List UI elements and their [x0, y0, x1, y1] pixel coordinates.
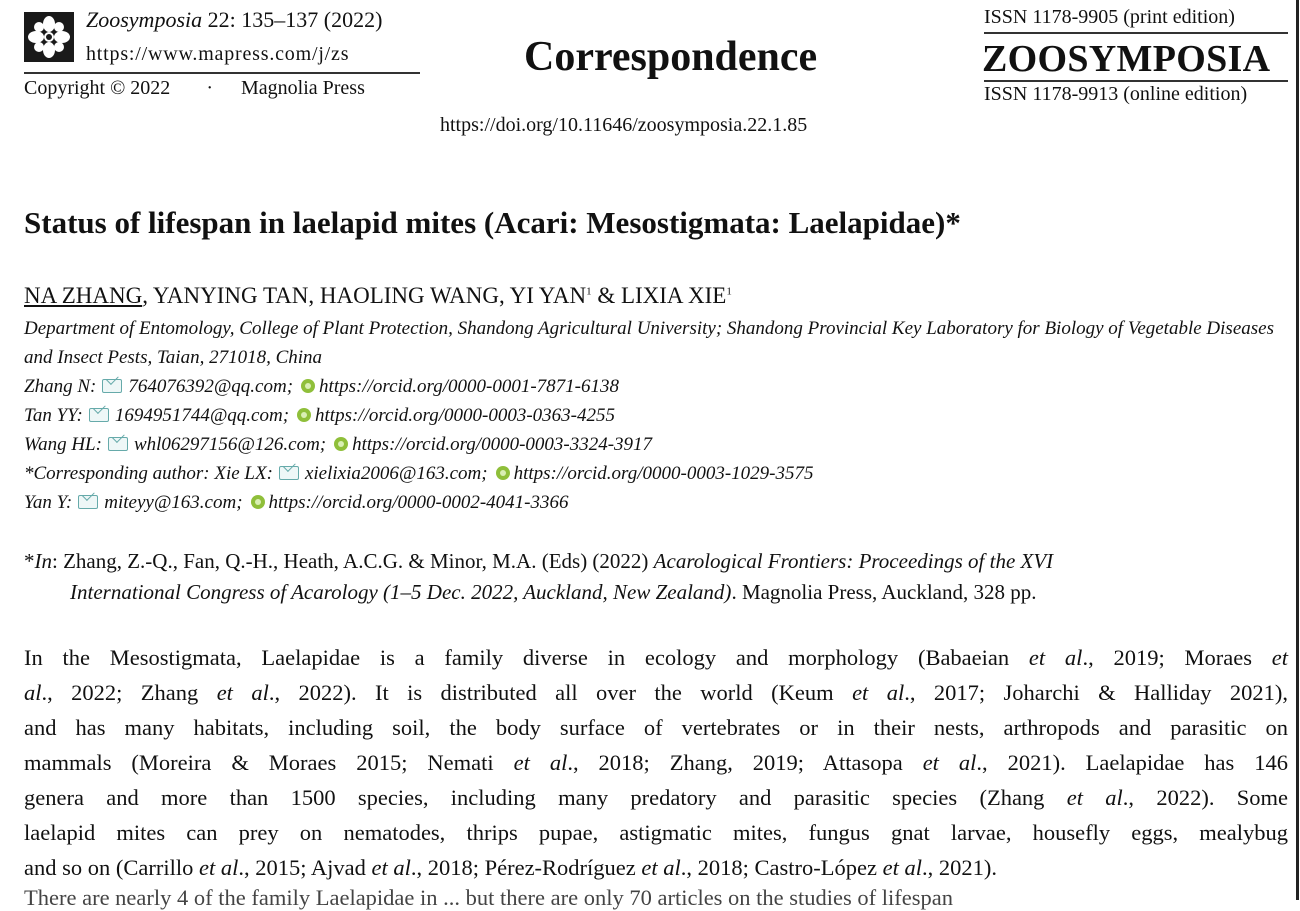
italic-run: et al	[641, 855, 681, 880]
contact-line	[24, 488, 1294, 517]
text-run: genera and more than 1500 species, including many predatory and parasitic species (Zhang	[24, 785, 1067, 810]
contact-list	[24, 372, 1294, 517]
cutoff-body-line: There are nearly 4 of the family Laelapidae in ... but there are only 70 articles on the studies of lifespan	[24, 885, 954, 910]
contact-line	[24, 372, 1294, 401]
italic-run: al	[24, 680, 42, 705]
orcid-icon	[496, 466, 510, 480]
contact-label: *Corresponding author: Xie LX:	[24, 463, 273, 484]
orcid-icon	[251, 495, 265, 509]
contact-label: Zhang N:	[24, 376, 97, 397]
italic-run: et al	[852, 680, 905, 705]
citation-book-title-cont: International Congress of Acarology (1–5 Dec. 2022, Auckland, New Zealand)	[70, 580, 732, 604]
separator-dot: ·	[206, 77, 213, 99]
flower-logo-icon	[24, 12, 74, 62]
affiliation-mark: 1	[726, 285, 732, 298]
email-icon	[279, 466, 299, 480]
text-run: ., 2018; Zhang, 2019; Attasopa	[567, 750, 923, 775]
affiliation: Department of Entomology, College of Plant Protection, Shandong Agricultural University; Shandong Provincial Key Laboratory for Biology of Vegetable Diseases and Insect Pests, Taian, 271018, China	[24, 318, 1274, 368]
text-run: ., 2022; Zhang	[41, 680, 217, 705]
text-run: ., 2017; Joharchi & Halliday 2021),	[904, 680, 1288, 705]
affiliation-mark: 1	[586, 285, 592, 298]
brand-divider-top	[984, 32, 1288, 34]
copyright-line	[24, 77, 365, 100]
italic-run: et al	[1066, 785, 1123, 810]
italic-run: et al	[922, 750, 977, 775]
italic-run: et al	[216, 680, 269, 705]
header-divider	[24, 72, 420, 74]
italic-run: et al	[198, 855, 239, 880]
email-icon	[102, 379, 122, 393]
contact-orcid[interactable]: https://orcid.org/0000-0003-0363-4255	[315, 405, 615, 426]
journal-brand: ZOOSYMPOSIA	[982, 38, 1271, 80]
article-title: Status of lifespan in laelapid mites (Acari: Mesostigmata: Laelapidae)*	[24, 205, 961, 240]
body-line	[24, 850, 1288, 885]
text-run: ., 2021). Laelapidae has 146	[976, 750, 1288, 775]
contact-line	[24, 401, 1294, 430]
email-icon	[108, 437, 128, 451]
publisher-name: Magnolia Press	[240, 77, 365, 99]
text-run: ., 2018; Pérez-Rodríguez	[410, 855, 642, 880]
text-run: mammals (Moreira & Moraes 2015; Nemati	[24, 750, 514, 775]
citation-book-title: Acarological Frontiers: Proceedings of the XVI	[653, 549, 1054, 573]
italic-run: et al	[371, 855, 411, 880]
citation-line-1	[24, 546, 1294, 577]
text-run: and has many habitats, including soil, the body surface of vertebrates or in their nests, arthropods and parasitic on	[24, 715, 1288, 740]
text-run: and so on (Carrillo	[24, 855, 199, 880]
body-paragraph	[24, 640, 1288, 885]
contact-label: Yan Y:	[24, 492, 73, 513]
contact-line	[24, 459, 1294, 488]
contact-line	[24, 430, 1294, 459]
proceedings-citation	[24, 546, 1294, 608]
orcid-icon	[297, 408, 311, 422]
text-run: laelapid mites can prey on nematodes, thrips pupae, astigmatic mites, fungus gnat larvae, housefly eggs, mealybug	[24, 820, 1288, 845]
doi-link[interactable]: https://doi.org/10.11646/zoosymposia.22.1.85	[440, 114, 808, 136]
issn-print: ISSN 1178-9905 (print edition)	[984, 6, 1235, 28]
email-icon	[89, 408, 109, 422]
brand-divider-bottom	[984, 80, 1288, 82]
contact-orcid[interactable]: https://orcid.org/0000-0003-1029-3575	[513, 463, 814, 484]
contact-email[interactable]: 1694951744@qq.com;	[114, 405, 290, 426]
italic-run: et al	[513, 750, 568, 775]
orcid-icon	[301, 379, 315, 393]
citation-editors: : Zhang, Z.-Q., Fan, Q.-H., Heath, A.C.G. & Minor, M.A. (Eds) (2022)	[52, 549, 654, 573]
contact-orcid[interactable]: https://orcid.org/0000-0003-3324-3917	[352, 434, 653, 455]
body-line	[24, 745, 1288, 780]
journal-url-link[interactable]: https://www.mapress.com/j/zs	[86, 43, 350, 65]
body-line	[24, 815, 1288, 850]
citation-asterisk: *	[24, 549, 35, 573]
contact-label: Tan YY:	[24, 405, 83, 426]
citation-line-2	[24, 577, 1294, 608]
copyright-text: Copyright © 2022	[24, 77, 171, 99]
issn-online: ISSN 1178-9913 (online edition)	[984, 83, 1248, 105]
section-heading: Correspondence	[524, 34, 818, 80]
citation-in-label: In	[34, 549, 52, 573]
orcid-icon	[334, 437, 348, 451]
text-run: ., 2022). It is distributed all over the world (Keum	[268, 680, 853, 705]
co-authors: , YANYING TAN, HAOLING WANG, YI YAN	[142, 283, 587, 308]
first-author: NA ZHANG	[24, 283, 143, 308]
author-list	[24, 283, 732, 309]
page-border	[1296, 0, 1299, 900]
email-icon	[78, 495, 98, 509]
contact-email[interactable]: 764076392@qq.com;	[128, 376, 294, 397]
citation-publisher: . Magnolia Press, Auckland, 328 pp.	[731, 580, 1037, 604]
contact-orcid[interactable]: https://orcid.org/0000-0002-4041-3366	[268, 492, 569, 513]
text-run: In the Mesostigmata, Laelapidae is a family diverse in ecology and morphology (Babaeian	[24, 645, 1029, 670]
last-author: & LIXIA XIE	[591, 283, 727, 308]
contact-email[interactable]: whl06297156@126.com;	[133, 434, 327, 455]
contact-email[interactable]: xielixia2006@163.com;	[304, 463, 488, 484]
journal-volume-pages: 22: 135–137 (2022)	[202, 7, 383, 32]
text-run: ., 2015; Ajvad	[238, 855, 372, 880]
italic-run: et	[1271, 645, 1288, 670]
contact-email[interactable]: miteyy@163.com;	[104, 492, 243, 513]
body-line	[24, 780, 1288, 815]
contact-label: Wang HL:	[24, 434, 102, 455]
contact-orcid[interactable]: https://orcid.org/0000-0001-7871-6138	[319, 376, 619, 397]
text-run: ., 2019; Moraes	[1082, 645, 1272, 670]
italic-run: et al	[882, 855, 922, 880]
text-run: ., 2021).	[922, 855, 997, 880]
journal-name: Zoosymposia	[86, 7, 203, 32]
body-line	[24, 710, 1288, 745]
journal-citation	[86, 7, 382, 33]
body-line	[24, 640, 1288, 675]
text-run: ., 2018; Castro-López	[680, 855, 883, 880]
body-line	[24, 675, 1288, 710]
text-run: ., 2022). Some	[1122, 785, 1288, 810]
italic-run: et al	[1028, 645, 1083, 670]
